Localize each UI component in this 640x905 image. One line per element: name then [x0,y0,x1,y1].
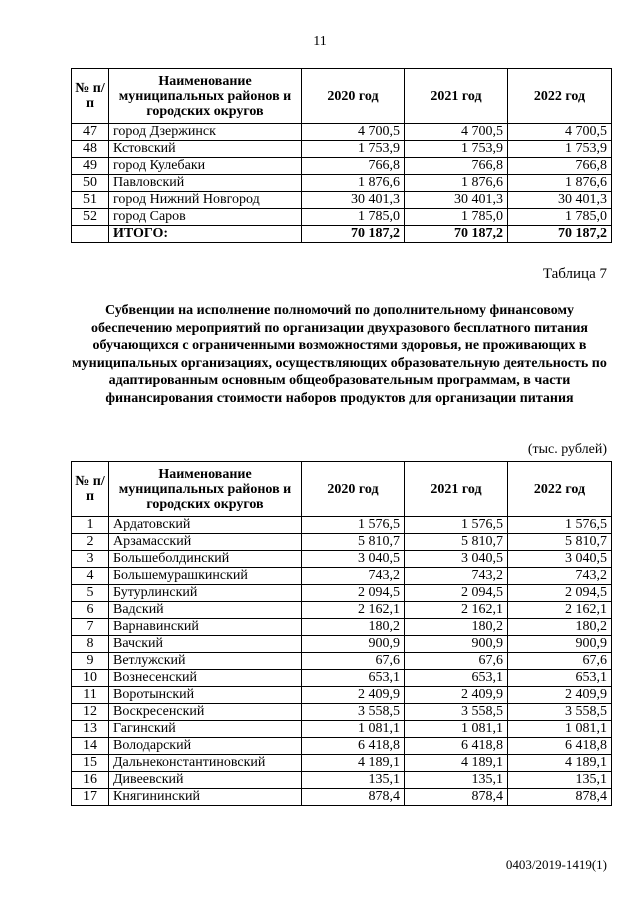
table-row [72,670,612,687]
value-2020: 1 876,6 [302,175,405,192]
table-row [72,721,612,738]
value-2022: 1 081,1 [508,721,612,738]
value-2020: 67,6 [302,653,405,670]
row-name: Арзамасский [109,534,302,551]
col-header-2022: 2022 год [508,462,612,517]
value-2020: 1 753,9 [302,141,405,158]
value-2021: 6 418,8 [405,738,508,755]
section-title: Субвенции на исполнение полномочий по дополнительному финансовому обеспечению мероприятий по организации двухразового бесплатного питания обучающихся с ограниченными возможностями здоровья, не проживающих в муниципальных организациях, осуществляющих образовательную деятельность по адаптированным основным общеобразовательным программам, в части финансирования стоимости наборов продуктов для организации питания [72,303,607,406]
value-2022: 6 418,8 [508,738,612,755]
value-2020: 1 576,5 [302,517,405,534]
value-2021: 1 081,1 [405,721,508,738]
col-header-num: № п/п [72,462,109,517]
table-row [72,755,612,772]
value-2020: 878,4 [302,789,405,806]
table-row [72,602,612,619]
row-number: 9 [72,653,109,670]
value-2020: 766,8 [302,158,405,175]
value-2022: 653,1 [508,670,612,687]
value-2022: 30 401,3 [508,192,612,209]
value-2022: 878,4 [508,789,612,806]
table-row [72,158,612,175]
table-row [72,687,612,704]
total-row [72,226,612,243]
value-2022: 180,2 [508,619,612,636]
table-row [72,772,612,789]
value-2020: 4 189,1 [302,755,405,772]
empty-cell [72,226,109,243]
value-2021: 180,2 [405,619,508,636]
table-row [72,141,612,158]
value-2021: 4 189,1 [405,755,508,772]
value-2021: 2 409,9 [405,687,508,704]
row-number: 3 [72,551,109,568]
row-number: 1 [72,517,109,534]
value-2021: 2 094,5 [405,585,508,602]
row-number: 50 [72,175,109,192]
row-name: Воскресенский [109,704,302,721]
value-2020: 2 409,9 [302,687,405,704]
table-row [72,517,612,534]
units-label: (тыс. рублей) [527,442,607,457]
row-number: 47 [72,124,109,141]
value-2021: 67,6 [405,653,508,670]
total-2020: 70 187,2 [302,226,405,243]
table-row [72,789,612,806]
row-name: Павловский [109,175,302,192]
value-2020: 3 558,5 [302,704,405,721]
value-2020: 5 810,7 [302,534,405,551]
value-2022: 900,9 [508,636,612,653]
row-name: Ветлужский [109,653,302,670]
row-name: город Саров [109,209,302,226]
col-header-num: № п/п [72,69,109,124]
value-2022: 2 409,9 [508,687,612,704]
subvention-table [71,461,612,806]
value-2021: 653,1 [405,670,508,687]
value-2022: 135,1 [508,772,612,789]
value-2022: 1 876,6 [508,175,612,192]
row-name: Варнавинский [109,619,302,636]
total-label: ИТОГО: [109,226,302,243]
table-row [72,568,612,585]
col-header-2022: 2022 год [508,69,612,124]
value-2021: 1 785,0 [405,209,508,226]
table-row [72,175,612,192]
value-2021: 878,4 [405,789,508,806]
row-number: 14 [72,738,109,755]
value-2022: 2 094,5 [508,585,612,602]
row-name: город Дзержинск [109,124,302,141]
table-row [72,636,612,653]
table-row [72,653,612,670]
row-name: Ардатовский [109,517,302,534]
value-2021: 743,2 [405,568,508,585]
value-2022: 1 576,5 [508,517,612,534]
col-header-2020: 2020 год [302,462,405,517]
row-number: 49 [72,158,109,175]
row-number: 10 [72,670,109,687]
row-name: Воротынский [109,687,302,704]
value-2020: 3 040,5 [302,551,405,568]
row-name: Кстовский [109,141,302,158]
row-number: 7 [72,619,109,636]
value-2021: 1 576,5 [405,517,508,534]
table-row [72,124,612,141]
value-2022: 4 700,5 [508,124,612,141]
row-number: 2 [72,534,109,551]
value-2020: 2 094,5 [302,585,405,602]
value-2020: 30 401,3 [302,192,405,209]
row-name: город Нижний Новгород [109,192,302,209]
page-number: 11 [313,34,327,49]
value-2020: 653,1 [302,670,405,687]
value-2021: 4 700,5 [405,124,508,141]
document-code: 0403/2019-1419(1) [505,857,607,872]
row-number: 16 [72,772,109,789]
row-number: 5 [72,585,109,602]
value-2021: 30 401,3 [405,192,508,209]
value-2022: 3 040,5 [508,551,612,568]
row-name: Дальнеконстантиновский [109,755,302,772]
row-name: Дивеевский [109,772,302,789]
row-number: 15 [72,755,109,772]
value-2020: 6 418,8 [302,738,405,755]
value-2022: 67,6 [508,653,612,670]
value-2020: 4 700,5 [302,124,405,141]
table-row [72,738,612,755]
row-number: 17 [72,789,109,806]
row-number: 48 [72,141,109,158]
row-name: Вознесенский [109,670,302,687]
row-number: 4 [72,568,109,585]
total-2022: 70 187,2 [508,226,612,243]
row-number: 51 [72,192,109,209]
table-header-row [72,462,612,517]
value-2021: 135,1 [405,772,508,789]
col-header-2021: 2021 год [405,462,508,517]
col-header-2020: 2020 год [302,69,405,124]
row-name: Княгининский [109,789,302,806]
value-2022: 5 810,7 [508,534,612,551]
value-2022: 2 162,1 [508,602,612,619]
value-2020: 180,2 [302,619,405,636]
row-number: 8 [72,636,109,653]
row-name: Бутурлинский [109,585,302,602]
row-name: Гагинский [109,721,302,738]
total-2021: 70 187,2 [405,226,508,243]
value-2021: 766,8 [405,158,508,175]
table-row [72,534,612,551]
row-name: Володарский [109,738,302,755]
value-2022: 1 785,0 [508,209,612,226]
value-2021: 1 753,9 [405,141,508,158]
value-2022: 3 558,5 [508,704,612,721]
row-name: Большемурашкинский [109,568,302,585]
funding-table-continued [71,68,612,243]
value-2022: 1 753,9 [508,141,612,158]
table-row [72,192,612,209]
col-header-2021: 2021 год [405,69,508,124]
value-2022: 766,8 [508,158,612,175]
value-2020: 2 162,1 [302,602,405,619]
value-2021: 1 876,6 [405,175,508,192]
table-header-row [72,69,612,124]
value-2022: 4 189,1 [508,755,612,772]
value-2020: 743,2 [302,568,405,585]
value-2020: 900,9 [302,636,405,653]
table-row [72,704,612,721]
table-row [72,209,612,226]
value-2020: 135,1 [302,772,405,789]
value-2021: 2 162,1 [405,602,508,619]
row-number: 13 [72,721,109,738]
value-2022: 743,2 [508,568,612,585]
col-header-name: Наименование муниципальных районов и городских округов [109,462,302,517]
row-number: 52 [72,209,109,226]
table-label: Таблица 7 [542,266,607,282]
table-body [72,517,612,806]
row-number: 6 [72,602,109,619]
table-body [72,124,612,243]
value-2020: 1 081,1 [302,721,405,738]
value-2021: 900,9 [405,636,508,653]
row-number: 11 [72,687,109,704]
value-2021: 5 810,7 [405,534,508,551]
col-header-name: Наименование муниципальных районов и городских округов [109,69,302,124]
value-2021: 3 040,5 [405,551,508,568]
row-name: Большеболдинский [109,551,302,568]
row-number: 12 [72,704,109,721]
row-name: Вадский [109,602,302,619]
row-name: город Кулебаки [109,158,302,175]
value-2021: 3 558,5 [405,704,508,721]
row-name: Вачский [109,636,302,653]
table-row [72,619,612,636]
table-row [72,585,612,602]
value-2020: 1 785,0 [302,209,405,226]
table-row [72,551,612,568]
